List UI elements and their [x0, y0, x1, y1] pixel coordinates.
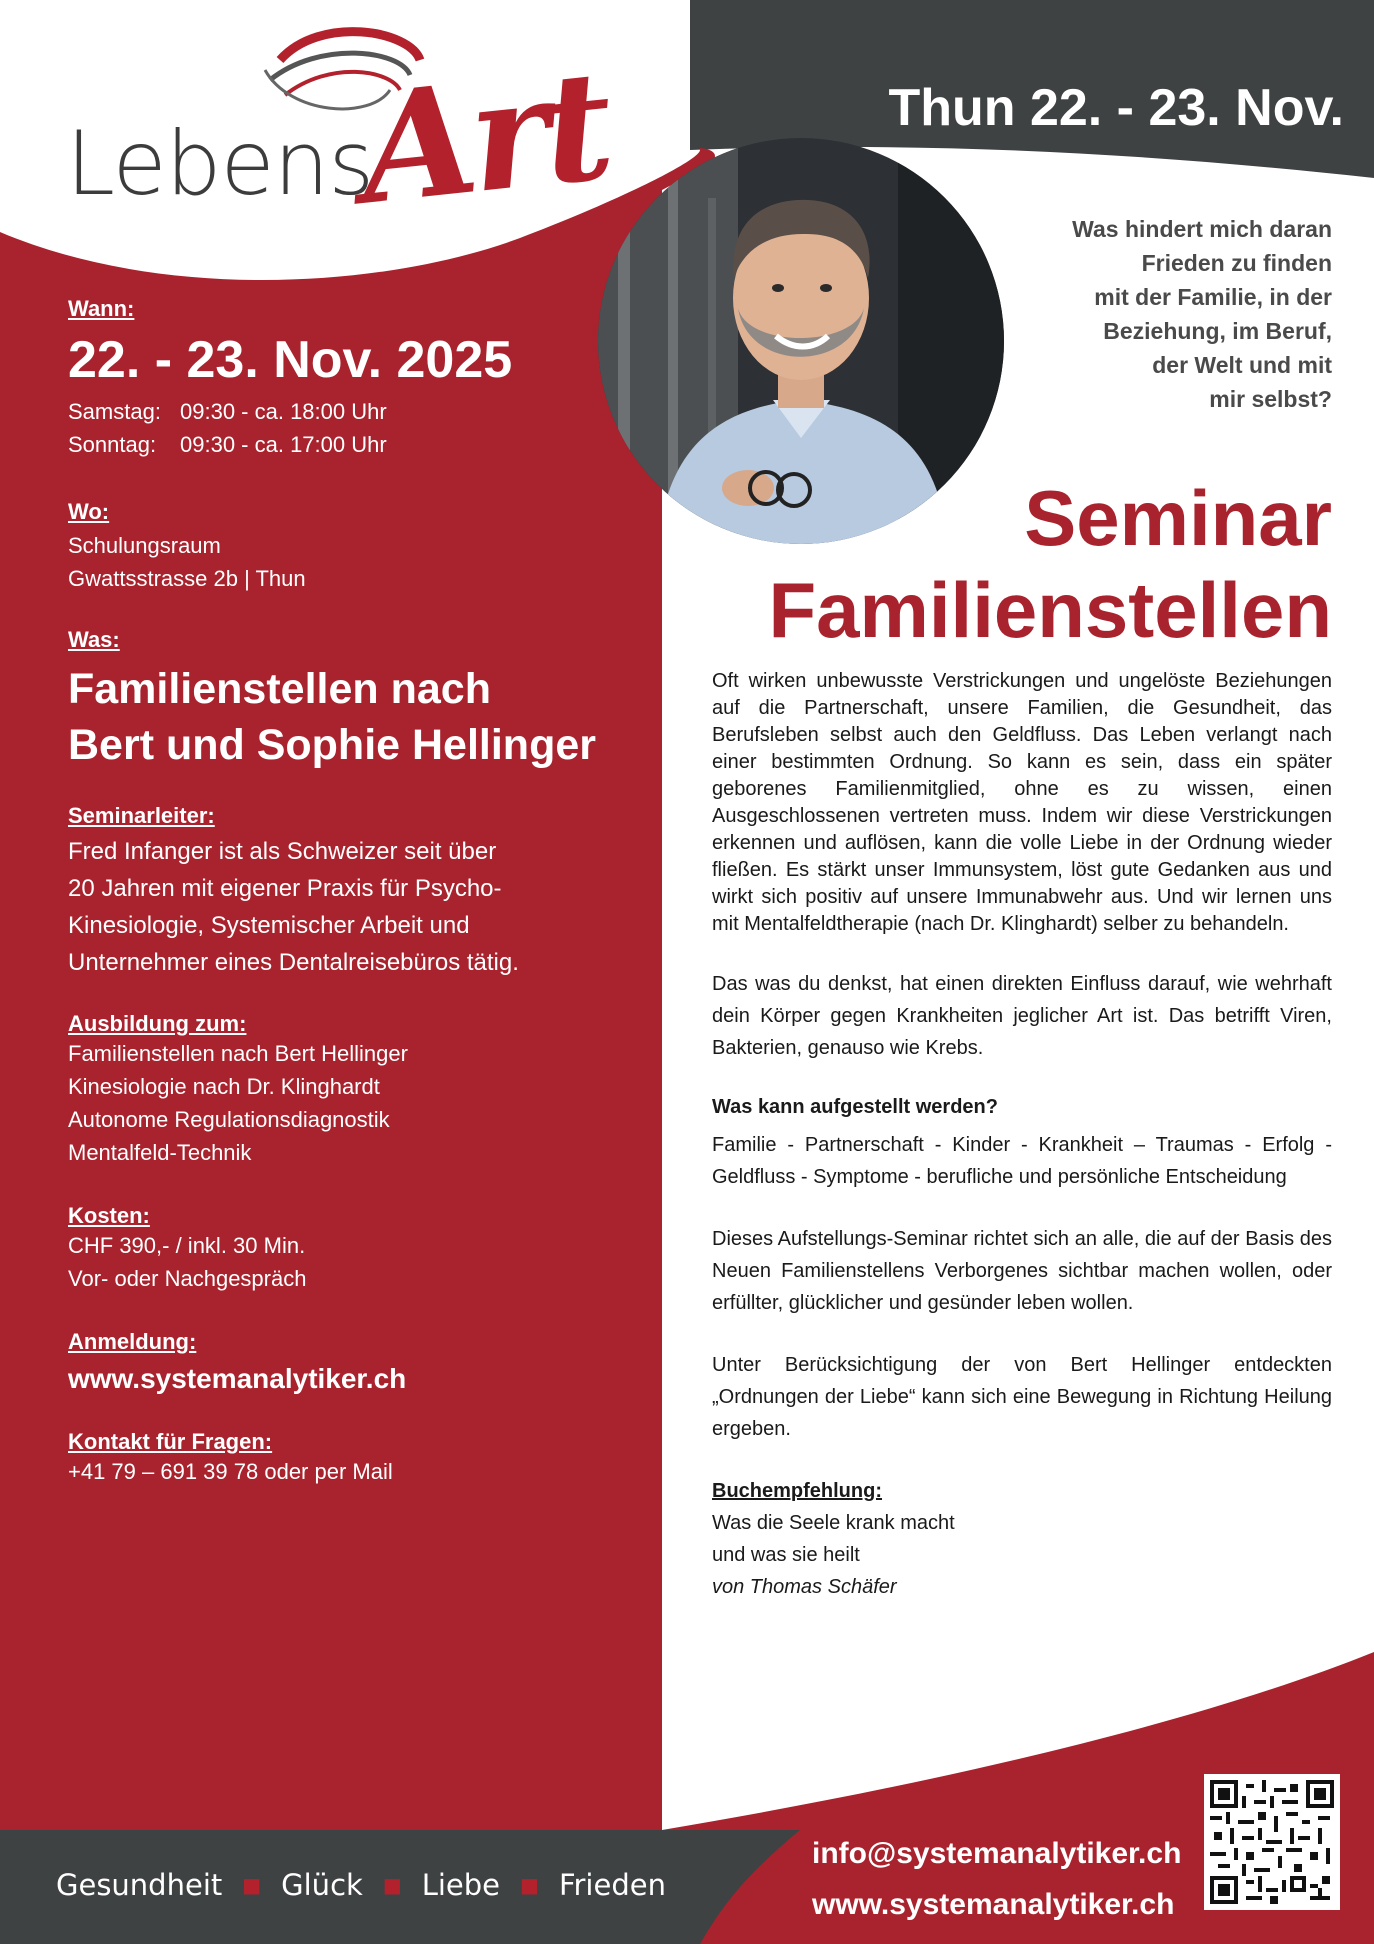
question-line: mir selbst? — [1209, 386, 1332, 412]
kontakt-section — [68, 1429, 668, 1488]
body-paragraph: Dieses Aufstellungs-Seminar richtet sich an alle, die auf der Basis des Neuen Familienstellens Verborgenes sichtbar machen wollen, oder erfüllter, glücklicher und gesünder leben wollen. — [712, 1228, 1332, 1314]
kosten-line: CHF 390,- / inkl. 30 Min. — [68, 1233, 306, 1259]
body-paragraph: Das was du denkst, hat einen direkten Einfluss darauf, wie wehrhaft dein Körper gegen Krankheiten jeglicher Art ist. Das betrifft Viren, Bakterien, genauso wie Krebs. — [712, 973, 1332, 1059]
ausbildung-line: Kinesiologie nach Dr. Klinghardt — [68, 1074, 380, 1100]
question-line: Was hindert mich daran — [1072, 216, 1332, 242]
ausbildung-label: Ausbildung zum: — [68, 1011, 247, 1037]
kosten-label: Kosten: — [68, 1203, 150, 1229]
ausbildung-line: Autonome Regulationsdiagnostik — [68, 1107, 390, 1133]
logo-art-text: Art — [351, 37, 616, 239]
qr-code-icon[interactable] — [1204, 1774, 1340, 1910]
kosten-section — [68, 1203, 668, 1295]
body-paragraph: Familie - Partnerschaft - Kinder - Krankheit – Traumas - Erfolg - Geldfluss - Symptome - berufliche und persönliche Entscheidung — [712, 1134, 1332, 1188]
book-label: Buchempfehlung: — [712, 1480, 882, 1502]
schedule-time: 09:30 - ca. 17:00 Uhr — [180, 432, 387, 458]
question-line: mit der Familie, in der — [1094, 284, 1332, 310]
title-line: Familienstellen — [768, 566, 1332, 654]
was-section — [68, 627, 668, 773]
book-line: und was sie heilt — [712, 1544, 860, 1566]
leiter-line: Unternehmer eines Dentalreisebüros tätig. — [68, 949, 519, 977]
description-column — [712, 668, 1332, 1603]
was-line: Familienstellen nach — [68, 665, 491, 714]
anmeldung-label: Anmeldung: — [68, 1329, 197, 1355]
footer-values — [56, 1868, 666, 1902]
leiter-line: Kinesiologie, Systemischer Arbeit und — [68, 912, 470, 940]
wo-line: Schulungsraum — [68, 533, 221, 559]
schedule — [68, 395, 668, 461]
book-recommendation — [712, 1475, 1332, 1603]
wann-label: Wann: — [68, 296, 135, 321]
ausbildung-line: Mentalfeld-Technik — [68, 1140, 252, 1166]
schedule-row — [68, 428, 668, 461]
question-line: Frieden zu finden — [1141, 250, 1332, 276]
sub-heading: Was kann aufgestellt werden? — [712, 1096, 998, 1118]
was-line: Bert und Sophie Hellinger — [68, 721, 596, 770]
title-line: Seminar — [1024, 474, 1332, 562]
schedule-day: Samstag: — [68, 399, 161, 425]
wo-section — [68, 499, 668, 595]
footer-word: Liebe — [421, 1868, 501, 1902]
date-banner: Thun 22. - 23. Nov. — [888, 79, 1344, 137]
wo-label: Wo: — [68, 499, 110, 525]
body-paragraph: Unter Berücksichtigung der von Bert Hellinger entdeckten „Ordnungen der Liebe“ kann sich eine Bewegung in Richtung Heilung ergeben. — [712, 1354, 1332, 1440]
question-line: Beziehung, im Beruf, — [1103, 318, 1332, 344]
footer-email[interactable]: info@systemanalytiker.ch — [812, 1837, 1182, 1870]
footer-contact — [812, 1828, 1181, 1930]
anmeldung-section — [68, 1329, 668, 1395]
leiter-label: Seminarleiter: — [68, 803, 215, 829]
event-date: 22. - 23. Nov. 2025 — [68, 331, 513, 389]
bullet-icon: ■ — [382, 1873, 402, 1897]
logo-lebens-text: Lebens — [66, 112, 374, 215]
anmeldung-url[interactable]: www.systemanalytiker.ch — [68, 1363, 407, 1395]
wo-line: Gwattsstrasse 2b | Thun — [68, 566, 306, 592]
question-line: der Welt und mit — [1152, 352, 1332, 378]
schedule-time: 09:30 - ca. 18:00 Uhr — [180, 399, 387, 425]
footer-word: Frieden — [558, 1868, 666, 1902]
intro-question — [912, 212, 1332, 416]
body-paragraph: Oft wirken unbewusste Verstrickungen und ungelöste Beziehungen auf die Partnerschaft, unsere Familien, die Gesundheit, das Berufsleben selbst auch den Geldfluss. Das Leben verlangt nach einer bestimmten Ordnung. So kann es sein, dass ein später geborenes Familienmitglied, ohne es zu wissen, einen Ausgeschlossenen vertreten muss. Indem wir diese Verstrickungen erkennen und auflösen, kann die volle Liebe in der Ordnung wieder fließen. Es stärkt unser Immunsystem, löst gute Gedanken aus und wirkt sich positiv auf unsere Immunabwehr aus. Und wir lernen uns mit Mentalfeldtherapie (nach Dr. Klinghardt) selber zu behandeln. — [712, 670, 1332, 935]
leiter-line: Fred Infanger ist als Schweizer seit über — [68, 838, 497, 866]
lebensart-logo — [60, 20, 620, 239]
leiter-line: 20 Jahren mit eigener Praxis für Psycho- — [68, 875, 502, 903]
footer-word: Glück — [281, 1868, 363, 1902]
page-title — [768, 472, 1332, 656]
was-label: Was: — [68, 627, 120, 653]
footer-word: Gesundheit — [56, 1868, 223, 1902]
leiter-section — [68, 803, 668, 981]
ausbildung-section — [68, 1011, 668, 1169]
book-author: von Thomas Schäfer — [712, 1576, 897, 1598]
bullet-icon: ■ — [242, 1873, 262, 1897]
schedule-day: Sonntag: — [68, 432, 157, 458]
ausbildung-line: Familienstellen nach Bert Hellinger — [68, 1041, 408, 1067]
info-column — [68, 296, 668, 1488]
bullet-icon: ■ — [520, 1873, 539, 1897]
footer-url[interactable]: www.systemanalytiker.ch — [812, 1888, 1175, 1921]
kontakt-label: Kontakt für Fragen: — [68, 1429, 273, 1455]
schedule-row — [68, 395, 668, 428]
kosten-line: Vor- oder Nachgespräch — [68, 1266, 307, 1292]
kontakt-text: +41 79 – 691 39 78 oder per Mail — [68, 1459, 393, 1485]
book-line: Was die Seele krank macht — [712, 1512, 955, 1534]
